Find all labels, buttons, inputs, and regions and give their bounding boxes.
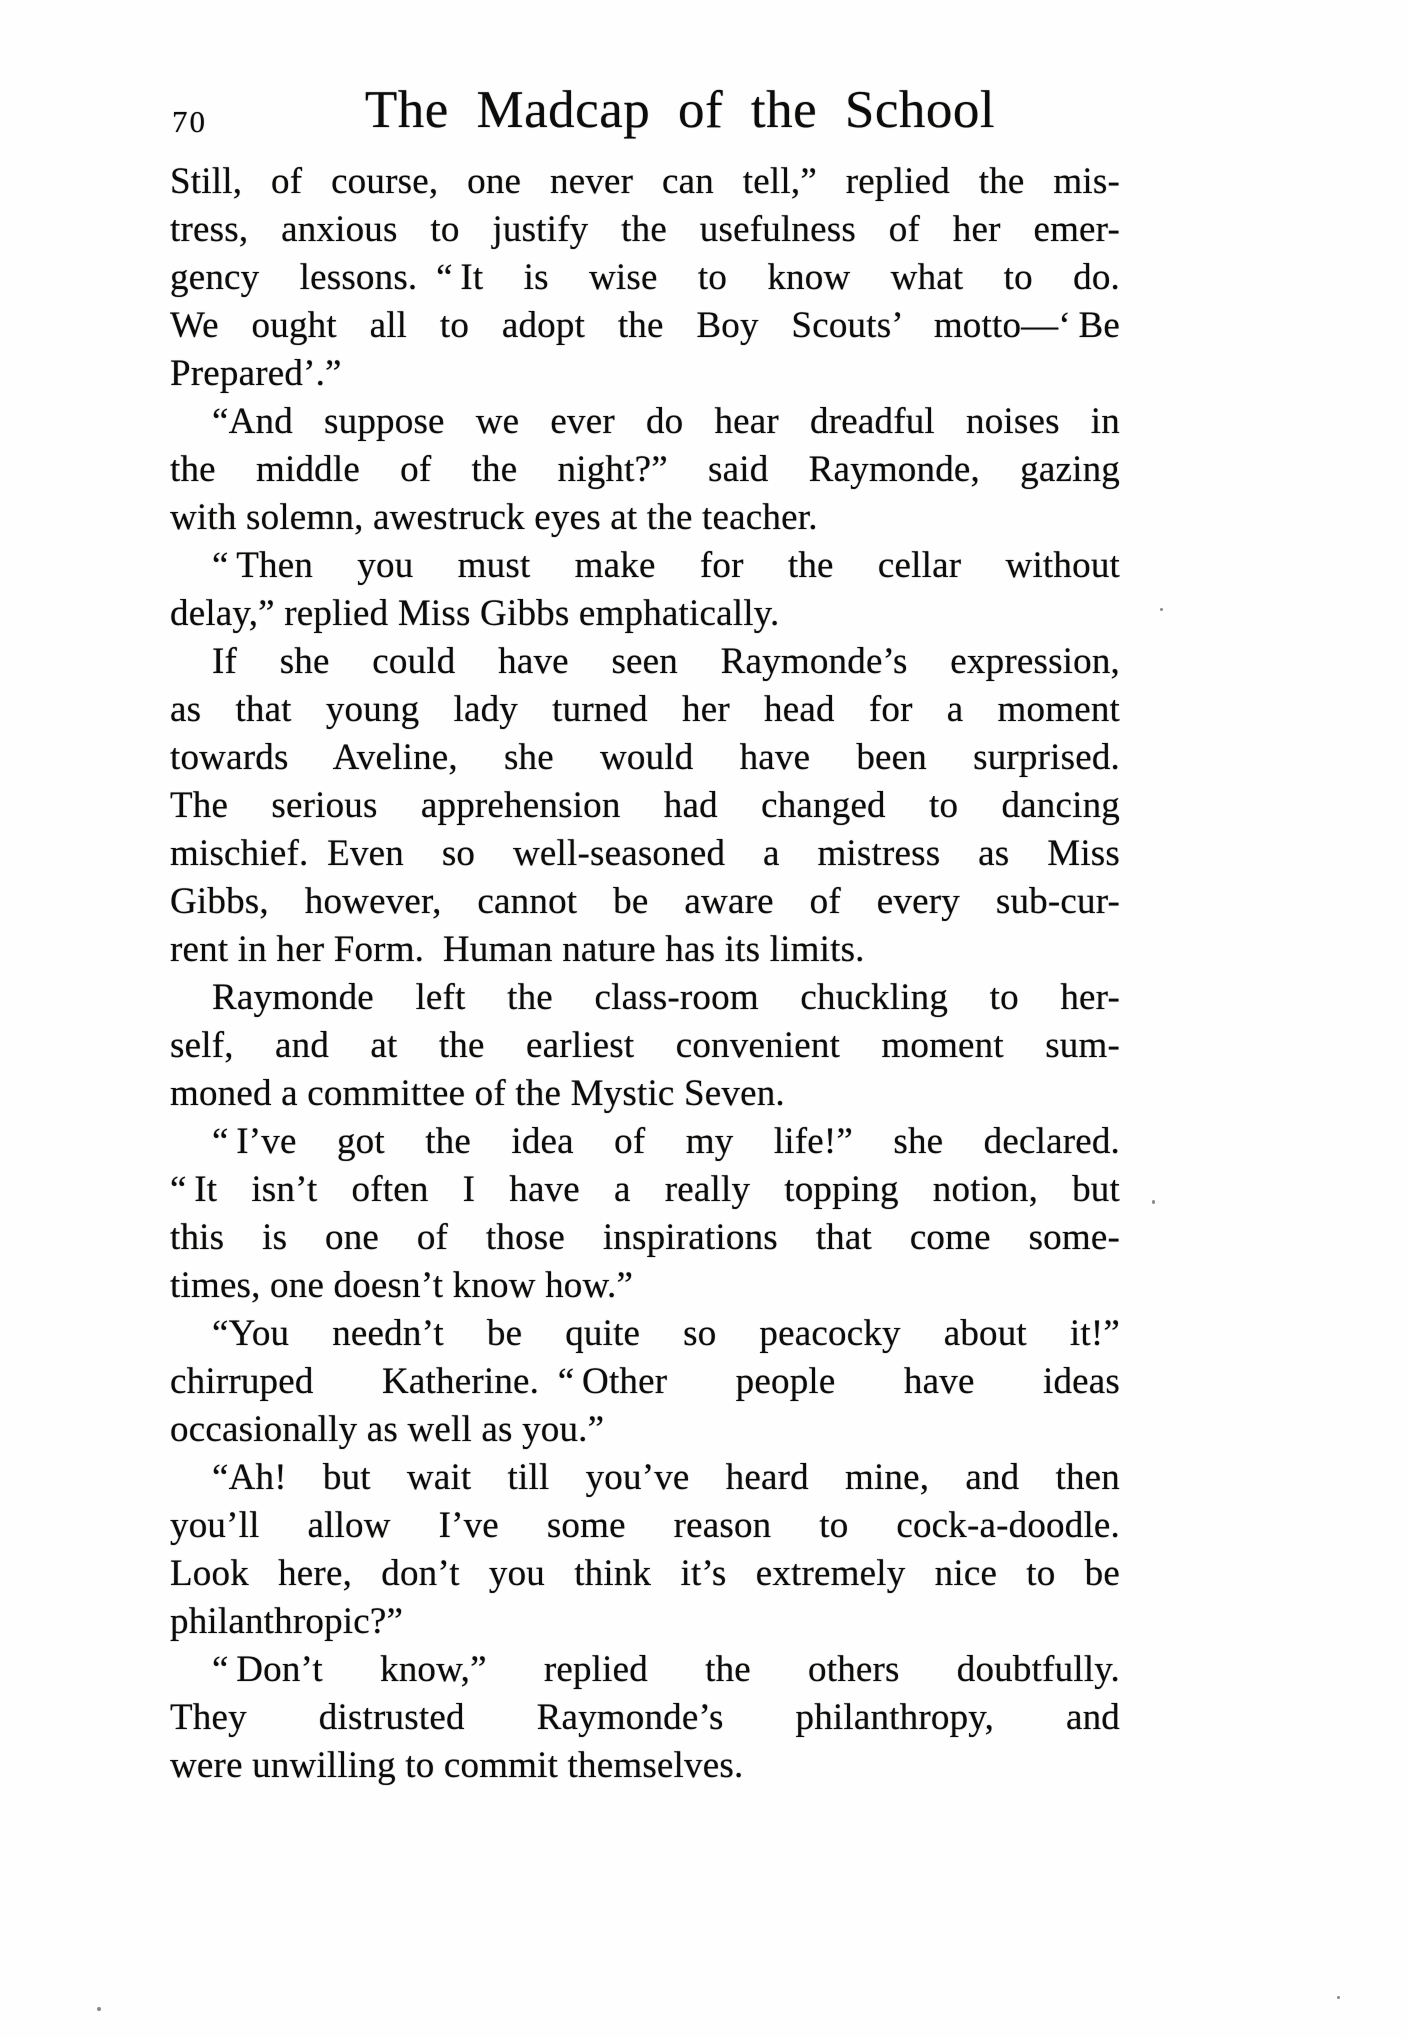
text-line: times, one doesn’t know how.” bbox=[170, 1265, 634, 1306]
text-line: were unwilling to commit themselves. bbox=[170, 1745, 744, 1786]
text-line: towards Aveline, she would have been surprised. bbox=[170, 737, 1120, 778]
text-line: “And suppose we ever do hear dreadful noises in bbox=[212, 401, 1120, 442]
text-line: The serious apprehension had changed to dancing bbox=[170, 785, 1120, 826]
text-line: Gibbs, however, cannot be aware of every sub-cur- bbox=[170, 881, 1120, 922]
text-line: Look here, don’t you think it’s extremely nice to be bbox=[170, 1553, 1120, 1594]
text-line: gency lessons. “ It is wise to know what to do. bbox=[170, 257, 1120, 298]
text-line: We ought all to adopt the Boy Scouts’ motto—‘ Be bbox=[170, 305, 1120, 346]
text-block bbox=[170, 158, 1120, 1790]
text-line: moned a committee of the Mystic Seven. bbox=[170, 1073, 785, 1114]
scan-speck bbox=[97, 2007, 101, 2011]
text-line: with solemn, awestruck eyes at the teacher. bbox=[170, 497, 818, 538]
scan-speck bbox=[1160, 608, 1163, 611]
text-line: delay,” replied Miss Gibbs emphatically. bbox=[170, 593, 780, 634]
text-line: tress, anxious to justify the usefulness of her emer- bbox=[170, 209, 1120, 250]
page-header bbox=[170, 81, 1120, 154]
text-line: self, and at the earliest convenient moment sum- bbox=[170, 1025, 1120, 1066]
page-title: The Madcap of the School bbox=[364, 81, 996, 139]
text-line: “Ah! but wait till you’ve heard mine, and then bbox=[212, 1457, 1120, 1498]
text-line: this is one of those inspirations that come some- bbox=[170, 1217, 1120, 1258]
text-line: “You needn’t be quite so peacocky about it!” bbox=[212, 1313, 1120, 1354]
text-line: “ I’ve got the idea of my life!” she declared. bbox=[212, 1121, 1120, 1162]
text-line: If she could have seen Raymonde’s expression, bbox=[212, 641, 1120, 682]
text-line: occasionally as well as you.” bbox=[170, 1409, 605, 1450]
text-line: rent in her Form. Human nature has its limits. bbox=[170, 929, 865, 970]
text-line: “ It isn’t often I have a really topping notion, but bbox=[170, 1169, 1120, 1210]
scan-speck bbox=[1337, 1996, 1340, 1999]
text-line: as that young lady turned her head for a moment bbox=[170, 689, 1120, 730]
text-line: you’ll allow I’ve some reason to cock-a-doodle. bbox=[170, 1505, 1120, 1546]
text-line: Raymonde left the class-room chuckling to her- bbox=[212, 977, 1120, 1018]
text-line: mischief. Even so well-seasoned a mistress as Miss bbox=[170, 833, 1120, 874]
scan-speck bbox=[1152, 1200, 1155, 1204]
text-line: Prepared’.” bbox=[170, 353, 342, 394]
text-line: chirruped Katherine. “ Other people have ideas bbox=[170, 1361, 1120, 1402]
text-line: Still, of course, one never can tell,” replied the mis- bbox=[170, 161, 1120, 202]
text-line: They distrusted Raymonde’s philanthropy, and bbox=[170, 1697, 1120, 1738]
text-line: “ Then you must make for the cellar without bbox=[212, 545, 1120, 586]
text-line: the middle of the night?” said Raymonde, gazing bbox=[170, 449, 1120, 490]
text-line: philanthropic?” bbox=[170, 1601, 404, 1642]
page-number: 70 bbox=[172, 104, 207, 139]
text-line: “ Don’t know,” replied the others doubtfully. bbox=[212, 1649, 1120, 1690]
